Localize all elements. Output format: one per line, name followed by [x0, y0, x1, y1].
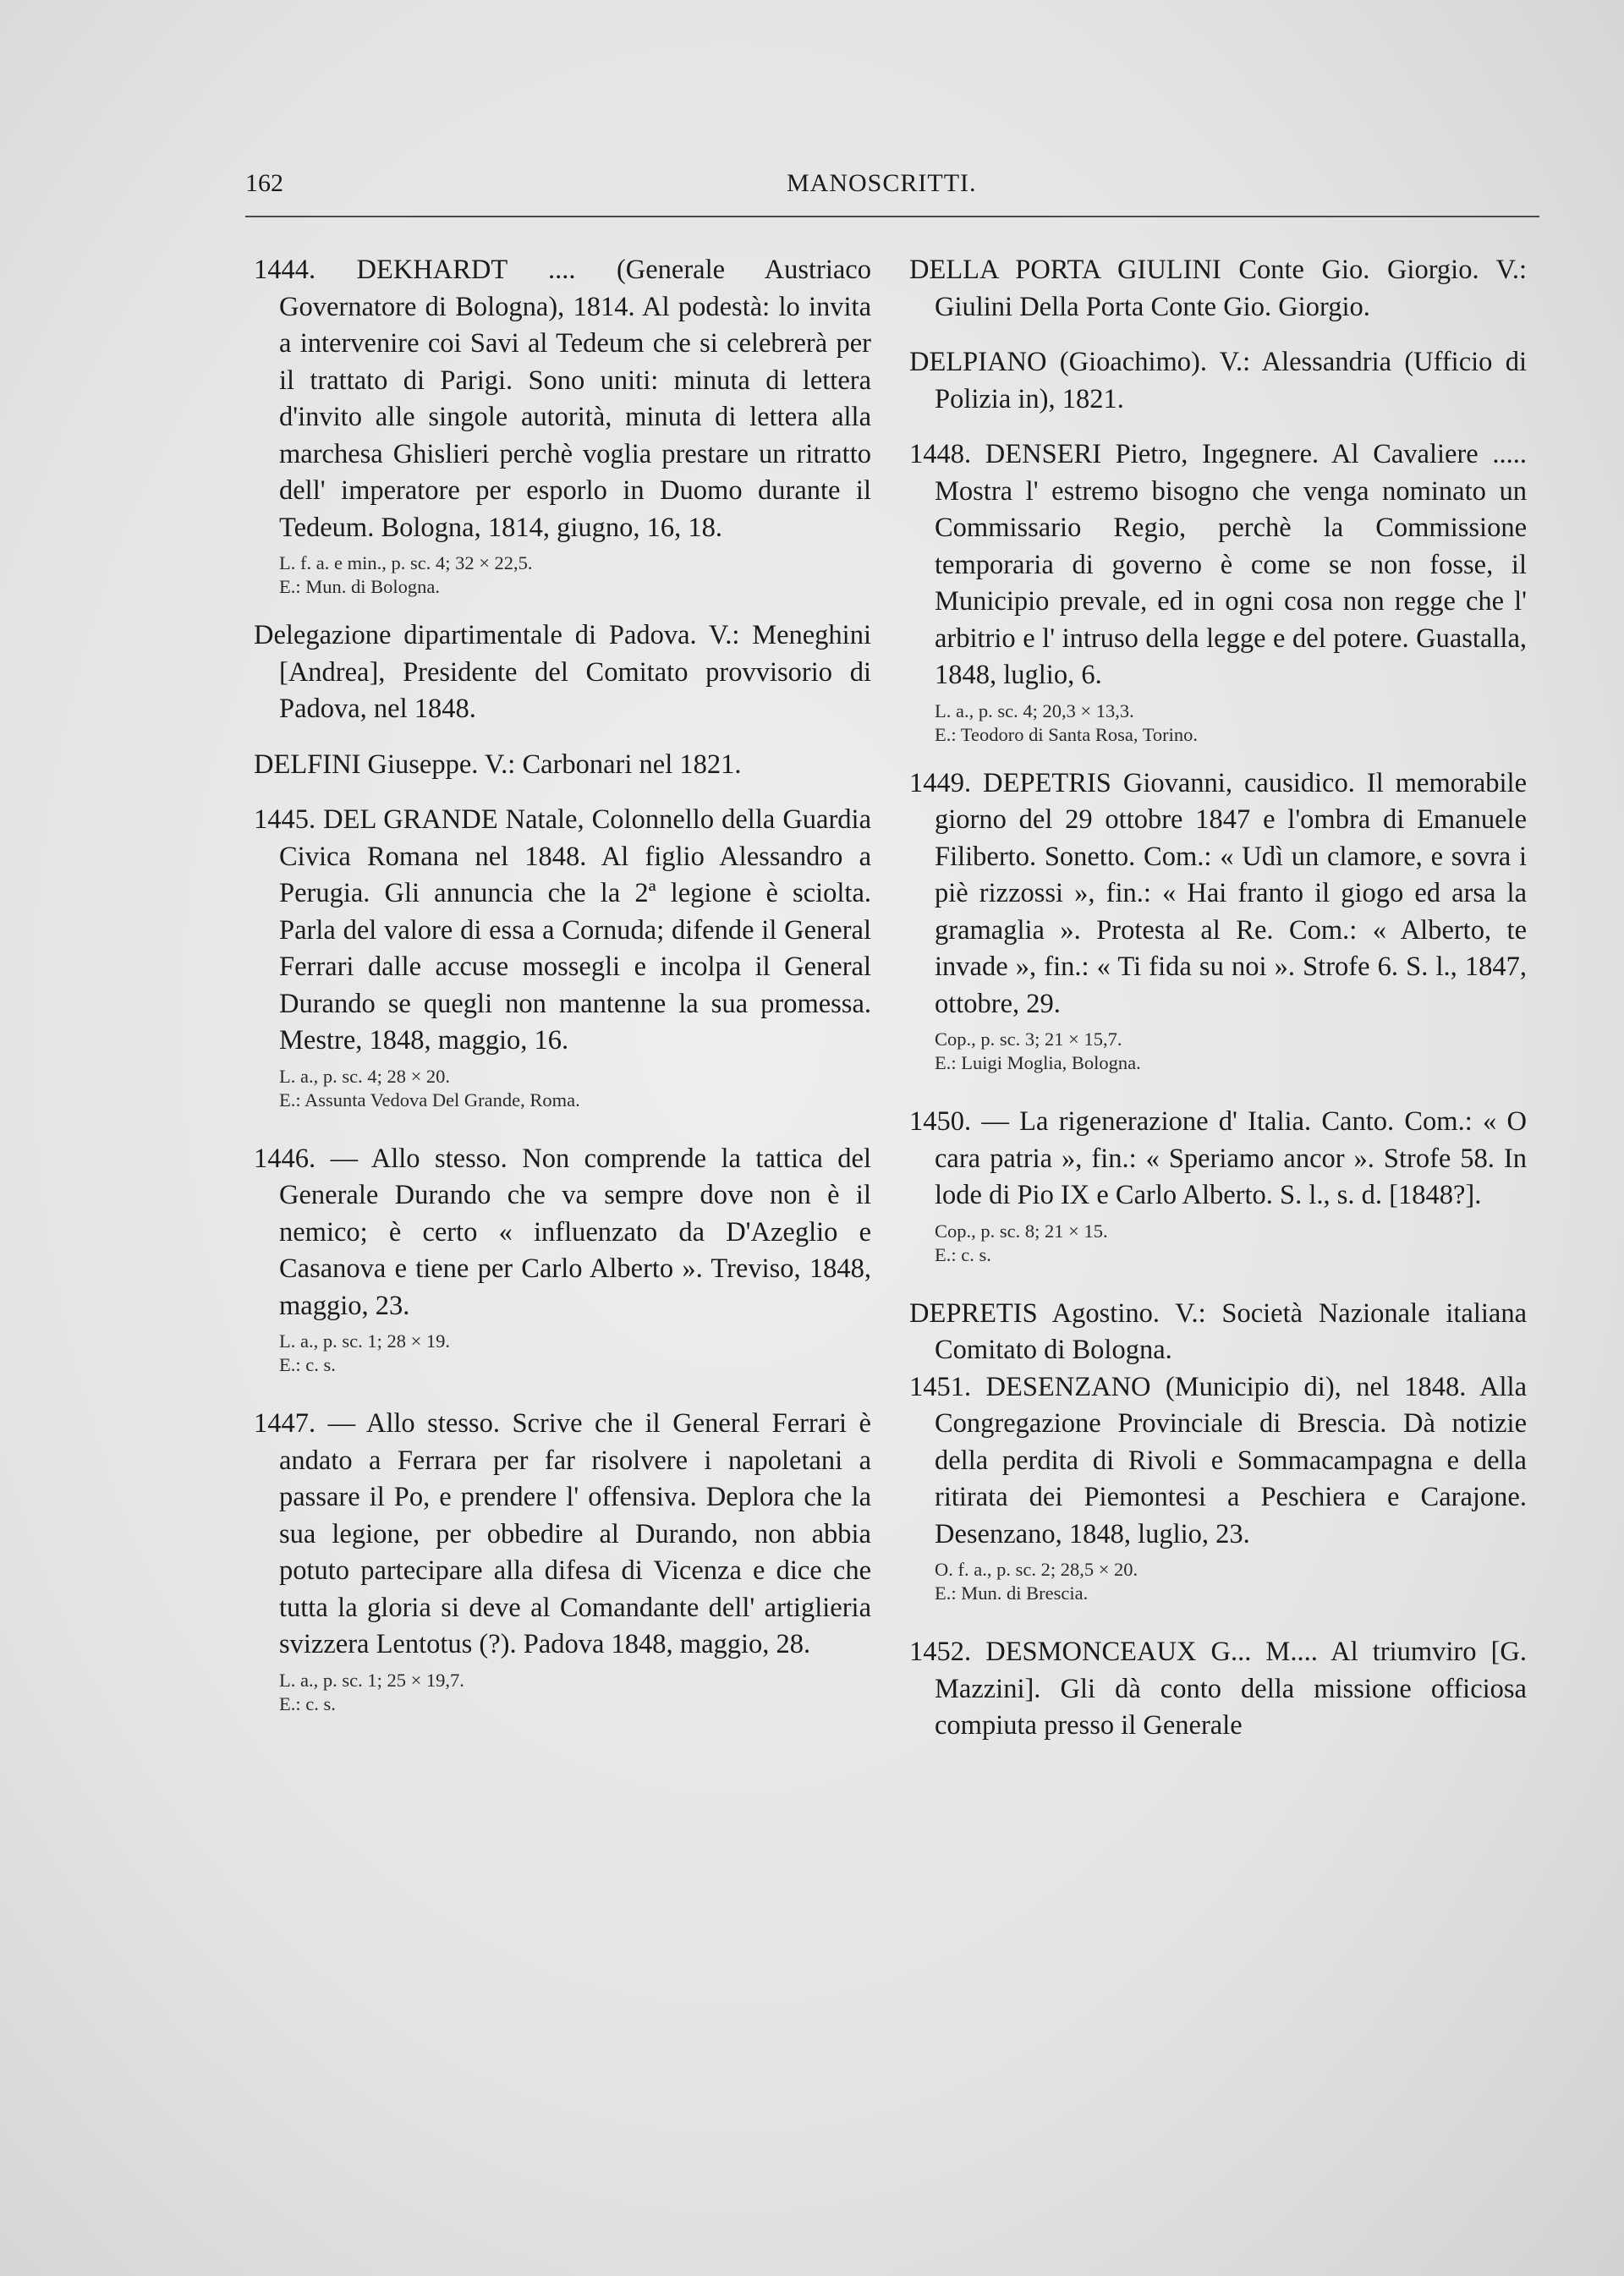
entry-note: L. a., p. sc. 4; 28 × 20.	[279, 1065, 451, 1087]
header-rule	[245, 216, 1539, 217]
entry-text: 1448. DENSERI Pietro, Ingegnere. Al Cavaliere ..... Mostra l' estremo bisogno che venga nominato un Commissario Regio, perchè la Commissione temporaria di governo è come se non fosse, il Municipio prevale, ed in ogni cosa non regge che l' arbitrio e l' intruso della legge e del potere. Guastalla, 1848, luglio, 6.	[909, 439, 1527, 690]
cross-reference	[909, 252, 1527, 326]
cross-reference	[909, 1296, 1527, 1369]
cross-reference	[254, 617, 871, 728]
entry-note: E.: Teodoro di Santa Rosa, Torino.	[935, 723, 1198, 745]
entry-text: 1450. — La rigenerazione d' Italia. Canto. Com.: « O cara patria », fin.: « Speriamo ancor ». Strofe 58. In lode di Pio IX e Carlo Alberto. S. l., s. d. [1848?].	[909, 1106, 1527, 1210]
catalog-entry-1449	[909, 765, 1527, 1076]
cross-reference	[909, 344, 1527, 418]
entry-note: O. f. a., p. sc. 2; 28,5 × 20.	[935, 1559, 1138, 1580]
entry-note: Cop., p. sc. 8; 21 × 15.	[935, 1220, 1108, 1242]
entry-note: L. a., p. sc. 1; 28 × 19.	[279, 1330, 451, 1352]
entry-note: E.: Assunta Vedova Del Grande, Roma.	[279, 1089, 580, 1111]
entry-text: DELPIANO (Gioachimo). V.: Alessandria (Ufficio di Polizia in), 1821.	[909, 347, 1527, 414]
page-header	[245, 169, 1539, 203]
entry-text: 1451. DESENZANO (Municipio di), nel 1848. Alla Congregazione Provinciale di Brescia. Dà notizie della perdita di Rivoli e Sommacampagna e della ritirata dei Piemontesi a Peschiera e Carajone. Desenzano, 1848, luglio, 23.	[909, 1371, 1527, 1549]
running-title: MANOSCRITTI.	[787, 169, 977, 197]
entry-text: DELFINI Giuseppe. V.: Carbonari nel 1821.	[254, 749, 742, 780]
entry-note: L. a., p. sc. 1; 25 × 19,7.	[279, 1669, 464, 1691]
cross-reference	[254, 747, 871, 784]
catalog-entry-1447	[254, 1406, 871, 1716]
entry-note: E.: c. s.	[935, 1243, 991, 1265]
entry-note: L. a., p. sc. 4; 20,3 × 13,3.	[935, 699, 1134, 721]
entry-note: E.: c. s.	[279, 1692, 336, 1714]
entry-note: Cop., p. sc. 3; 21 × 15,7.	[935, 1028, 1122, 1050]
entry-note: E.: c. s.	[279, 1354, 336, 1375]
catalog-entry-1450	[909, 1104, 1527, 1267]
entry-note: L. f. a. e min., p. sc. 4; 32 × 22,5.	[279, 552, 533, 573]
entry-note: E.: Mun. di Bologna.	[279, 576, 440, 597]
entry-text: Delegazione dipartimentale di Padova. V.: Meneghini [Andrea], Presidente del Comitato provvisorio di Padova, nel 1848.	[254, 620, 871, 724]
entry-note: E.: Mun. di Brescia.	[935, 1582, 1089, 1604]
entry-text: 1449. DEPETRIS Giovanni, causidico. Il memorabile giorno del 29 ottobre 1847 e l'ombra di Emanuele Filiberto. Sonetto. Com.: « Udì un clamore, e sovra i piè rizzossi », fin.: « Hai franto il giogo ed arsa la gramaglia ». Protesta al Re. Com.: « Alberto, te invade », fin.: « Ti fida su noi ». Strofe 6. S. l., 1847, ottobre, 29.	[909, 767, 1527, 1019]
entry-text: 1444. DEKHARDT .... (Generale Austriaco Governatore di Bologna), 1814. Al podestà: lo invita a intervenire coi Savi al Tedeum che si celebrerà per il trattato di Parigi. Sono uniti: minuta di lettera d'invito alle singole autorità, minuta di lettera alla marchesa Ghislieri perchè voglia prestare un ritratto dell' imperatore per esporlo in Duomo durante il Tedeum. Bologna, 1814, giugno, 16, 18.	[254, 255, 871, 543]
entry-text: 1447. — Allo stesso. Scrive che il General Ferrari è andato a Ferrara per far risolvere i napoletani a passare il Po, e prendere l' offensiva. Deplora che la sua legione, per obbedire al Durando, non abbia potuto partecipare alla difesa di Vicenza e dice che tutta la gloria si deve al Comandante dell' artiglieria svizzera Lentotus (?). Padova 1848, maggio, 28.	[254, 1408, 871, 1659]
catalog-entry-1445	[254, 802, 871, 1112]
entry-text: 1446. — Allo stesso. Non comprende la tattica del Generale Durando che va sempre dove non è il nemico; è certo « influenzato da D'Azeglio e Casanova e tiene per Carlo Alberto ». Treviso, 1848, maggio, 23.	[254, 1143, 871, 1321]
entry-text: DEPRETIS Agostino. V.: Società Nazionale italiana Comitato di Bologna.	[909, 1297, 1527, 1365]
entry-text: 1452. DESMONCEAUX G... M.... Al triumviro [G. Mazzini]. Gli dà conto della missione officiosa compiuta presso il Generale	[909, 1637, 1527, 1741]
right-column	[909, 252, 1527, 1745]
left-column	[254, 252, 871, 1716]
catalog-entry-1452	[909, 1634, 1527, 1745]
catalog-entry-1448	[909, 436, 1527, 747]
catalog-entry-1444	[254, 252, 871, 599]
catalog-entry-1451	[909, 1369, 1527, 1606]
entry-text: 1445. DEL GRANDE Natale, Colonnello della Guardia Civica Romana nel 1848. Al figlio Alessandro a Perugia. Gli annuncia che la 2ª legione è sciolta. Parla del valore di essa a Cornuda; difende il General Ferrari dalle accuse mossegli e incolpa il General Durando se quegli non mantenne la sua promessa. Mestre, 1848, maggio, 16.	[254, 804, 871, 1056]
entry-text: DELLA PORTA GIULINI Conte Gio. Giorgio. V.: Giulini Della Porta Conte Gio. Giorgio.	[909, 255, 1527, 322]
entry-note: E.: Luigi Moglia, Bologna.	[935, 1052, 1141, 1073]
catalog-entry-1446	[254, 1141, 871, 1378]
page-number: 162	[245, 169, 283, 197]
